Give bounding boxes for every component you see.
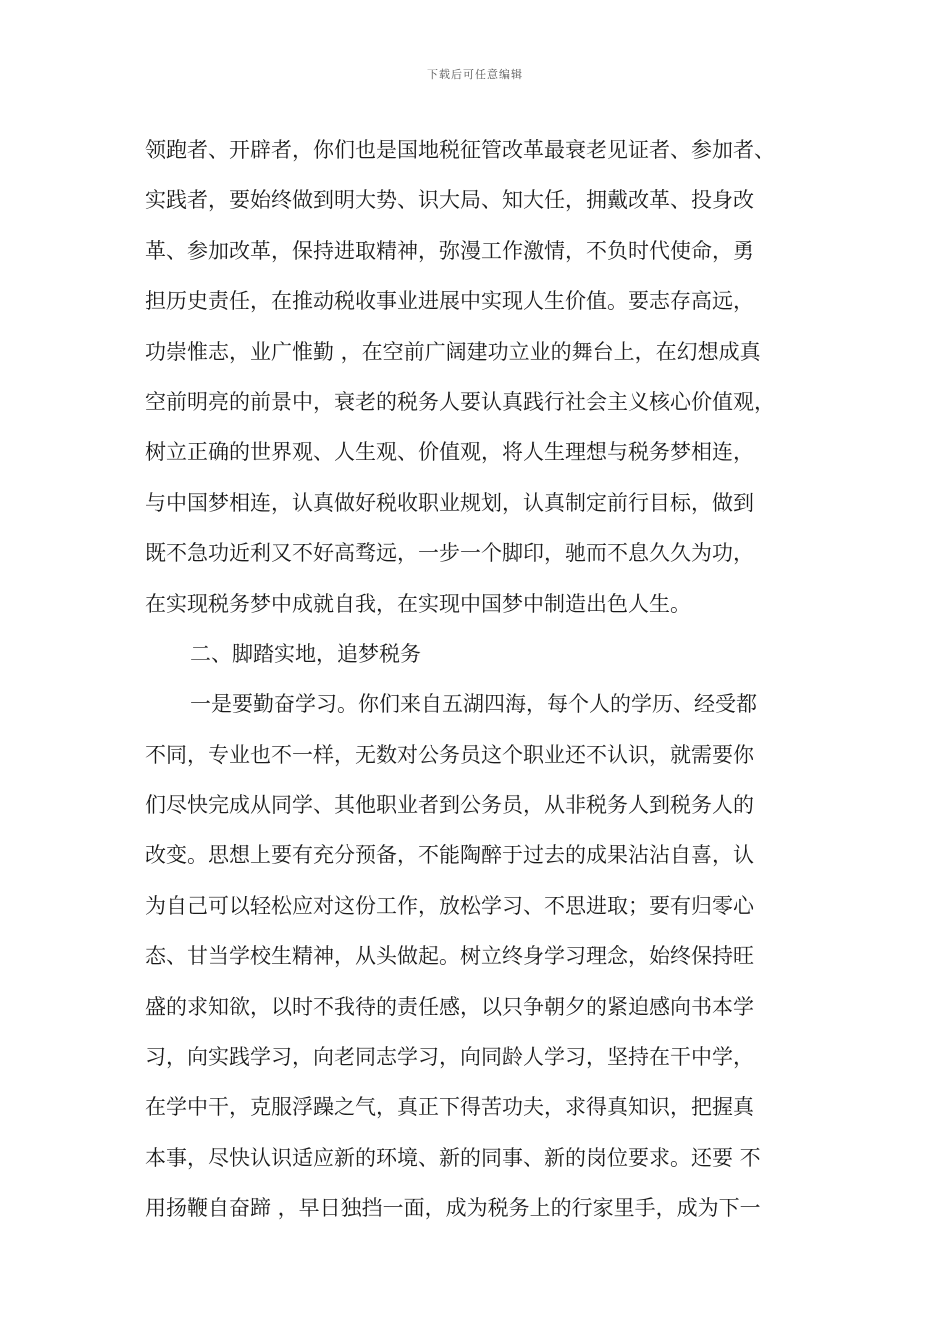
text-line: 本事，尽快认识适应新的环境、新的同事、新的岗位要求。还要 不 xyxy=(145,1145,761,1170)
section-heading: 二、脚踏实地，追梦税务 xyxy=(190,641,421,666)
text-line: 担历史责任，在推动税收事业进展中实现人生价值。要志存高远， xyxy=(145,289,754,314)
page-header: 下载后可任意编辑 xyxy=(427,68,523,81)
text-line: 既不急功近利又不好高骛远，一步一个脚印，驰而不息久久为功， xyxy=(145,541,754,566)
text-line: 在学中干，克服浮躁之气，真正下得苦功夫，求得真知识，把握真 xyxy=(145,1095,754,1120)
text-line: 在实现税务梦中成就自我，在实现中国梦中制造出色人生。 xyxy=(145,591,691,616)
text-line: 态、甘当学校生精神，从头做起。树立终身学习理念，始终保持旺 xyxy=(145,944,754,969)
text-line: 为自己可以轻松应对这份工作，放松学习、不思进取；要有归零心 xyxy=(145,893,754,918)
text-line: 与中国梦相连，认真做好税收职业规划，认真制定前行目标，做到 xyxy=(145,490,754,515)
text-line: 盛的求知欲，以时不我待的责任感，以只争朝夕的紧迫感向书本学 xyxy=(145,994,754,1019)
text-line: 用扬鞭自奋蹄 ，早日独挡一面，成为税务上的行家里手，成为下一 xyxy=(145,1196,761,1221)
text-line: 改变。思想上要有充分预备，不能陶醉于过去的成果沾沾自喜，认 xyxy=(145,843,754,868)
text-line: 们尽快完成从同学、其他职业者到公务员，从非税务人到税务人的 xyxy=(145,793,754,818)
text-line: 树立正确的世界观、人生观、价值观，将人生理想与税务梦相连， xyxy=(145,440,754,465)
body-text xyxy=(145,125,815,1234)
text-line: 实践者，要始终做到明大势、识大局、知大任，拥戴改革、投身改 xyxy=(145,188,754,213)
paragraph-first-line: 一是要勤奋学习。你们来自五湖四海，每个人的学历、经受都 xyxy=(190,692,757,717)
text-line: 不同，专业也不一样，无数对公务员这个职业还不认识，就需要你 xyxy=(145,742,754,767)
text-line: 空前明亮的前景中，衰老的税务人要认真践行社会主义核心价值观， xyxy=(145,389,775,414)
text-line: 革、参加改革，保持进取精神，弥漫工作激情，不负时代使命，勇 xyxy=(145,238,754,263)
text-line: 领跑者、开辟者，你们也是国地税征管改革最衰老见证者、参加者、 xyxy=(145,138,775,162)
text-line: 功崇惟志，业广惟勤 ，在空前广阔建功立业的舞台上，在幻想成真 xyxy=(145,339,761,364)
text-line: 习，向实践学习，向老同志学习，向同龄人学习，坚持在干中学， xyxy=(145,1045,754,1070)
